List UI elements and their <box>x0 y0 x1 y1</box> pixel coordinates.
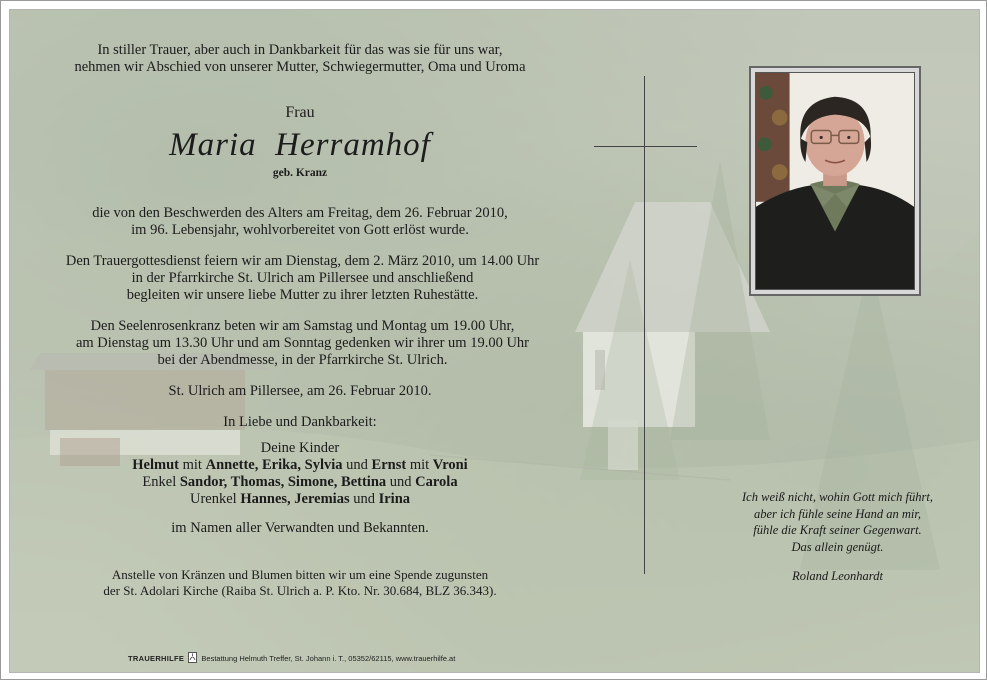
intro-line: nehmen wir Abschied von unserer Mutter, Schwiegermutter, Oma und Uroma <box>74 59 526 75</box>
donation-line: Anstelle von Kränzen und Blumen bitten wir um eine Spende zugunsten <box>111 567 489 582</box>
poem <box>710 489 965 585</box>
donation-notice <box>30 567 570 599</box>
funeral-line: begleiten wir unsere liebe Mutter zu ihrer letzten Ruhestätte. <box>126 287 479 303</box>
child-name: Annette, Erika, Sylvia <box>205 457 343 473</box>
funeral-home-footer <box>128 652 455 663</box>
death-notice <box>30 205 570 239</box>
place-date: St. Ulrich am Pillersee, am 26. Februar 2010. <box>168 383 432 399</box>
closing-line: In Liebe und Dankbarkeit: <box>223 414 377 430</box>
connector-text: und <box>349 491 379 507</box>
deceased-name: Maria Herramhof <box>169 127 431 163</box>
cross-horizontal <box>594 146 697 147</box>
rosary-line: bei der Abendmesse, in der Pfarrkirche St. Ulrich. <box>157 352 448 368</box>
cross-vertical <box>644 76 645 574</box>
portrait-photo <box>755 72 915 290</box>
portrait-image <box>756 73 914 289</box>
grandchildren-names: Sandor, Thomas, Simone, Bettina <box>179 474 387 490</box>
grandchildren-label: Enkel <box>142 474 180 490</box>
connector-text: und <box>342 457 372 473</box>
connector-text: mit <box>179 457 206 473</box>
footer-brand: TRAUERHILFE <box>128 654 185 663</box>
child-name: Vroni <box>432 457 468 473</box>
obituary-card <box>9 9 980 673</box>
salutation: Frau <box>285 104 315 121</box>
portrait-frame <box>749 66 921 296</box>
footer-text: Bestattung Helmuth Treffer, St. Johann i. T., 05352/62115, www.trauerhilfe.at <box>201 654 456 663</box>
relatives-line: im Namen aller Verwandten und Bekannten. <box>171 520 429 536</box>
rosary-notice <box>20 318 585 369</box>
connector-text: und <box>386 474 416 490</box>
funeral-line: Den Trauergottesdienst feiern wir am Dienstag, dem 2. März 2010, um 14.00 Uhr <box>65 253 540 269</box>
funeral-line: in der Pfarrkirche St. Ulrich am Pillersee und anschließend <box>131 270 474 286</box>
death-line: die von den Beschwerden des Alters am Freitag, dem 26. Februar 2010, <box>92 205 508 221</box>
great-grandchildren-names: Hannes, Jeremias <box>240 491 350 507</box>
children-line <box>30 457 570 474</box>
rosary-line: Den Seelenrosenkranz beten wir am Samstag und Montag um 19.00 Uhr, <box>90 318 515 334</box>
grandchild-name: Carola <box>415 474 458 490</box>
poem-author: Roland Leonhardt <box>792 569 883 583</box>
great-grandchild-name: Irina <box>378 491 411 507</box>
maiden-name: geb. Kranz <box>272 167 328 179</box>
family-list <box>30 440 570 508</box>
intro-text <box>50 42 550 76</box>
intro-line: In stiller Trauer, aber auch in Dankbarkeit für das was sie für uns war, <box>97 42 503 58</box>
funeral-notice <box>20 253 585 304</box>
death-line: im 96. Lebensjahr, wohlvorbereitet von Gott erlöst wurde. <box>131 222 469 238</box>
child-name: Ernst <box>371 457 407 473</box>
connector-text: mit <box>406 457 433 473</box>
poem-line: Ich weiß nicht, wohin Gott mich führt, <box>742 490 933 504</box>
rosary-line: am Dienstag um 13.30 Uhr und am Sonntag gedenken wir ihrer um 19.00 Uhr <box>75 335 530 351</box>
child-name: Helmut <box>132 457 179 473</box>
poem-line: fühle die Kraft seiner Gegenwart. <box>753 523 922 537</box>
trauerhilfe-logo-icon <box>188 652 197 663</box>
grandchildren-line <box>30 474 570 491</box>
great-grandchildren-label: Urenkel <box>189 491 241 507</box>
poem-line: Das allein genügt. <box>791 539 884 554</box>
donation-line: der St. Adolari Kirche (Raiba St. Ulrich a. P. Kto. Nr. 30.684, BLZ 36.343). <box>103 583 497 598</box>
children-label: Deine Kinder <box>260 440 340 456</box>
poem-line: aber ich fühle seine Hand an mir, <box>754 506 921 521</box>
great-grandchildren-line <box>30 491 570 508</box>
